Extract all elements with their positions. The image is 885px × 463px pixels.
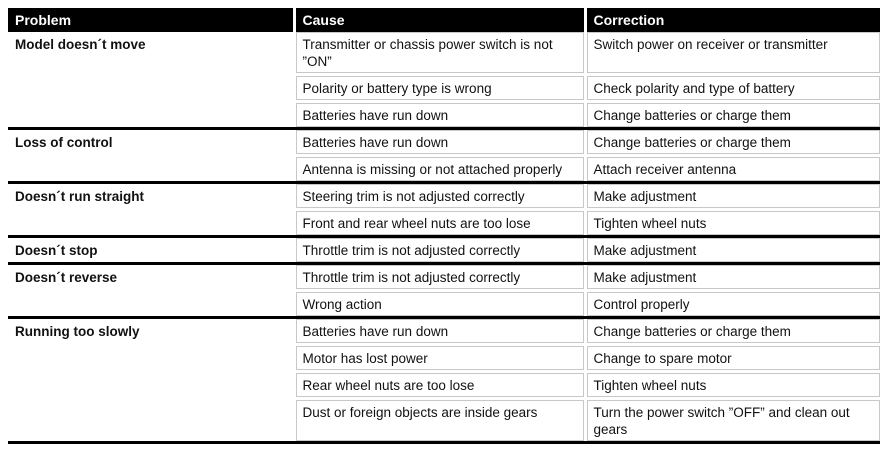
cause-cell: Polarity or battery type is wrong — [294, 75, 585, 102]
table-row — [8, 183, 880, 210]
cause-cell: Rear wheel nuts are too lose — [294, 372, 585, 399]
correction-cell: Attach receiver antenna — [585, 156, 880, 183]
table-body — [8, 32, 880, 443]
correction-cell: Change batteries or charge them — [585, 102, 880, 129]
correction-cell: Tighten wheel nuts — [585, 372, 880, 399]
correction-cell: Switch power on receiver or transmitter — [585, 32, 880, 75]
correction-cell: Make adjustment — [585, 237, 880, 264]
header-cause: Cause — [294, 8, 585, 32]
cause-cell: Wrong action — [294, 291, 585, 318]
cause-cell: Batteries have run down — [294, 102, 585, 129]
header-correction: Correction — [585, 8, 880, 32]
correction-cell: Change to spare motor — [585, 345, 880, 372]
correction-cell: Turn the power switch ”OFF” and clean out gears — [585, 399, 880, 443]
problem-cell: Model doesn´t move — [8, 32, 294, 129]
cause-cell: Dust or foreign objects are inside gears — [294, 399, 585, 443]
problem-cell: Doesn´t stop — [8, 237, 294, 264]
correction-cell: Change batteries or charge them — [585, 129, 880, 156]
correction-cell: Control properly — [585, 291, 880, 318]
cause-cell: Transmitter or chassis power switch is not ”ON” — [294, 32, 585, 75]
cause-cell: Antenna is missing or not attached properly — [294, 156, 585, 183]
correction-cell: Tighten wheel nuts — [585, 210, 880, 237]
problem-cell: Doesn´t run straight — [8, 183, 294, 237]
troubleshooting-table-container — [8, 8, 880, 444]
correction-cell: Make adjustment — [585, 264, 880, 291]
table-row — [8, 129, 880, 156]
table-row — [8, 264, 880, 291]
table-header — [8, 8, 880, 32]
table-row — [8, 237, 880, 264]
header-row — [8, 8, 880, 32]
cause-cell: Front and rear wheel nuts are too lose — [294, 210, 585, 237]
table-row — [8, 318, 880, 345]
problem-cell: Loss of control — [8, 129, 294, 183]
correction-cell: Check polarity and type of battery — [585, 75, 880, 102]
cause-cell: Throttle trim is not adjusted correctly — [294, 264, 585, 291]
correction-cell: Make adjustment — [585, 183, 880, 210]
table-row — [8, 32, 880, 75]
cause-cell: Batteries have run down — [294, 129, 585, 156]
cause-cell: Throttle trim is not adjusted correctly — [294, 237, 585, 264]
troubleshooting-table — [8, 8, 880, 444]
cause-cell: Batteries have run down — [294, 318, 585, 345]
correction-cell: Change batteries or charge them — [585, 318, 880, 345]
cause-cell: Motor has lost power — [294, 345, 585, 372]
cause-cell: Steering trim is not adjusted correctly — [294, 183, 585, 210]
header-problem: Problem — [8, 8, 294, 32]
problem-cell: Running too slowly — [8, 318, 294, 443]
problem-cell: Doesn´t reverse — [8, 264, 294, 318]
